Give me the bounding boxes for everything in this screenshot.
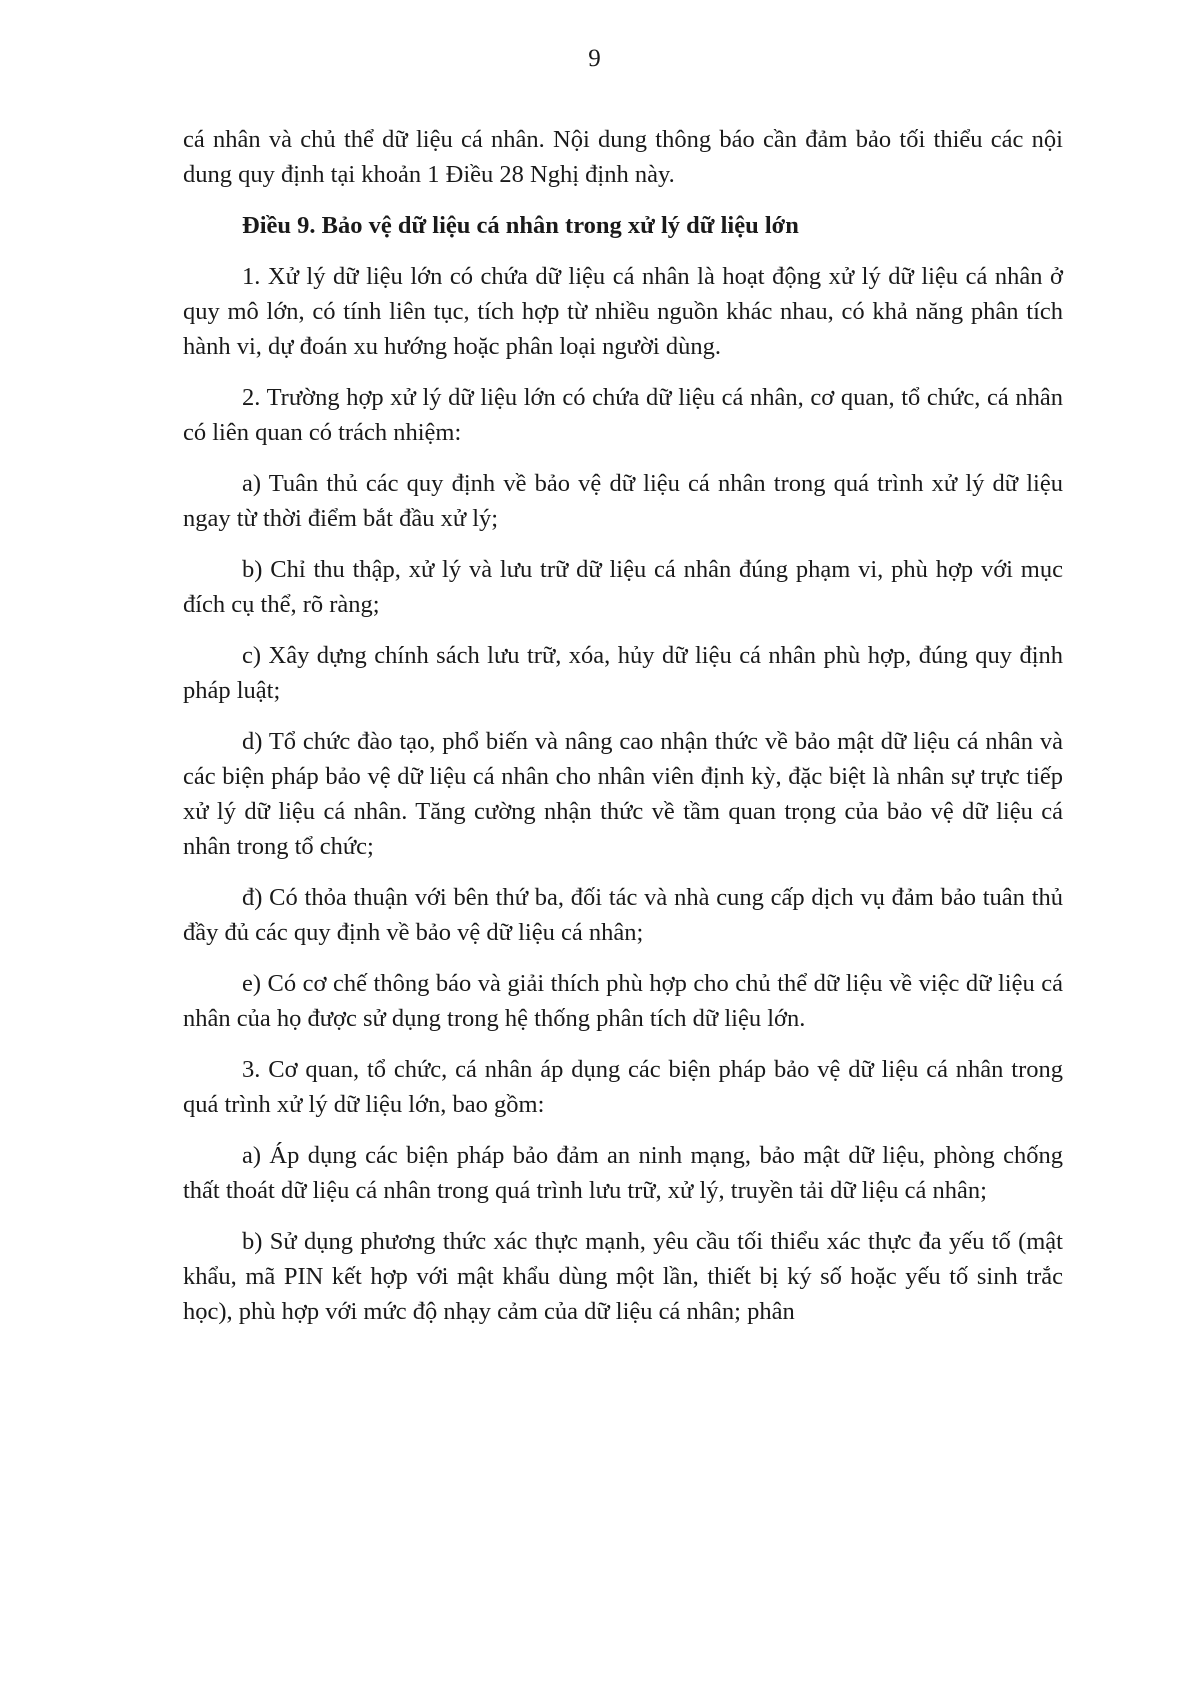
paragraph-continuation: cá nhân và chủ thể dữ liệu cá nhân. Nội dung thông báo cần đảm bảo tối thiểu các nội dung quy định tại khoản 1 Điều 28 Nghị định này. <box>183 126 1063 188</box>
clause-2-point-d: d) Tổ chức đào tạo, phổ biến và nâng cao nhận thức về bảo mật dữ liệu cá nhân và các biện pháp bảo vệ dữ liệu cá nhân cho nhân viên định kỳ, đặc biệt là nhân sự trực tiếp xử lý dữ liệu cá nhân. Tăng cường nhận thức về tầm quan trọng của bảo vệ dữ liệu cá nhân trong tổ chức; <box>183 728 1063 860</box>
clause-3-point-b: b) Sử dụng phương thức xác thực mạnh, yêu cầu tối thiểu xác thực đa yếu tố (mật khẩu, mã PIN kết hợp với mật khẩu dùng một lần, thiết bị ký số hoặc yếu tố sinh trắc học), phù hợp với mức độ nhạy cảm của dữ liệu cá nhân; phân <box>183 1228 1063 1325</box>
clause-2-point-b: b) Chỉ thu thập, xử lý và lưu trữ dữ liệu cá nhân đúng phạm vi, phù hợp với mục đích cụ thể, rõ ràng; <box>183 556 1063 618</box>
page-number: 9 <box>588 45 601 72</box>
clause-1: 1. Xử lý dữ liệu lớn có chứa dữ liệu cá nhân là hoạt động xử lý dữ liệu cá nhân ở quy mô lớn, có tính liên tục, tích hợp từ nhiều nguồn khác nhau, có khả năng phân tích hành vi, dự đoán xu hướng hoặc phân loại người dùng. <box>183 263 1063 360</box>
article-heading: Điều 9. Bảo vệ dữ liệu cá nhân trong xử lý dữ liệu lớn <box>242 212 799 239</box>
clause-2-point-c: c) Xây dựng chính sách lưu trữ, xóa, hủy dữ liệu cá nhân phù hợp, đúng quy định pháp luật; <box>183 642 1063 704</box>
clause-3: 3. Cơ quan, tổ chức, cá nhân áp dụng các biện pháp bảo vệ dữ liệu cá nhân trong quá trình xử lý dữ liệu lớn, bao gồm: <box>183 1056 1063 1118</box>
clause-3-point-a: a) Áp dụng các biện pháp bảo đảm an ninh mạng, bảo mật dữ liệu, phòng chống thất thoát dữ liệu cá nhân trong quá trình lưu trữ, xử lý, truyền tải dữ liệu cá nhân; <box>183 1142 1063 1204</box>
clause-2-point-e: e) Có cơ chế thông báo và giải thích phù hợp cho chủ thể dữ liệu về việc dữ liệu cá nhân của họ được sử dụng trong hệ thống phân tích dữ liệu lớn. <box>183 970 1063 1032</box>
clause-2: 2. Trường hợp xử lý dữ liệu lớn có chứa dữ liệu cá nhân, cơ quan, tổ chức, cá nhân có liên quan có trách nhiệm: <box>183 384 1063 446</box>
document-body <box>183 122 1063 1345</box>
clause-2-point-a: a) Tuân thủ các quy định về bảo vệ dữ liệu cá nhân trong quá trình xử lý dữ liệu ngay từ thời điểm bắt đầu xử lý; <box>183 470 1063 532</box>
clause-2-point-dd: đ) Có thỏa thuận với bên thứ ba, đối tác và nhà cung cấp dịch vụ đảm bảo tuân thủ đầy đủ các quy định về bảo vệ dữ liệu cá nhân; <box>183 884 1063 946</box>
